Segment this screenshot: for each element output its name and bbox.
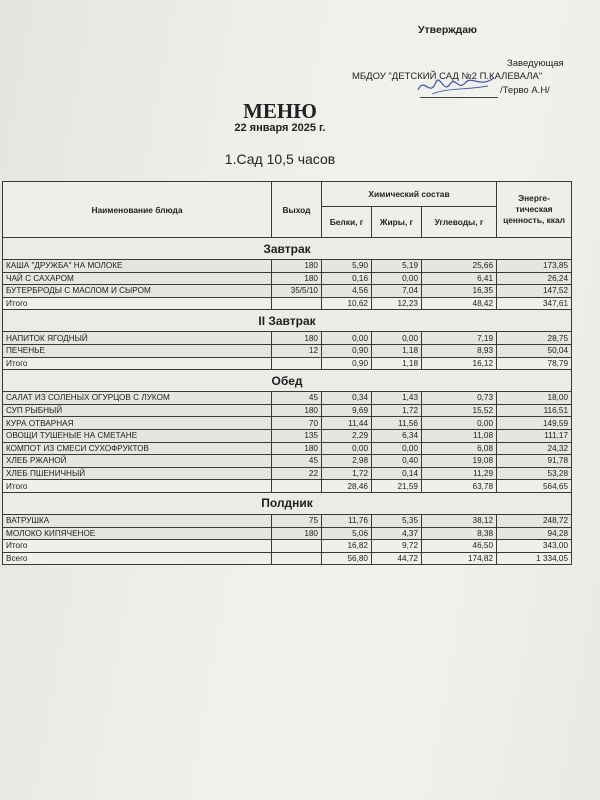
section-title: Завтрак <box>3 238 572 260</box>
header-portion: Выход <box>272 182 322 238</box>
protein-cell: 0,00 <box>322 332 372 345</box>
dish-name: КАША "ДРУЖБА" НА МОЛОКЕ <box>3 260 272 273</box>
protein-cell: 2,98 <box>322 455 372 468</box>
protein-cell: 11,44 <box>322 417 372 430</box>
carb-cell: 0,73 <box>422 392 497 405</box>
carb-cell: 0,00 <box>422 417 497 430</box>
menu-table-body <box>3 238 572 565</box>
energy-cell: 147,52 <box>497 285 572 298</box>
dish-name: ЧАЙ С САХАРОМ <box>3 272 272 285</box>
carb-cell: 16,12 <box>422 357 497 370</box>
portion-cell <box>272 540 322 553</box>
energy-cell: 343,00 <box>497 540 572 553</box>
protein-cell: 0,90 <box>322 357 372 370</box>
grand-total-row <box>3 552 572 565</box>
fat-cell: 44,72 <box>372 552 422 565</box>
protein-cell: 0,16 <box>322 272 372 285</box>
carb-cell: 46,50 <box>422 540 497 553</box>
total-label: Итого <box>3 297 272 310</box>
dish-name: ХЛЕБ ПШЕНИЧНЫЙ <box>3 467 272 480</box>
dish-name: КОМПОТ ИЗ СМЕСИ СУХОФРУКТОВ <box>3 442 272 455</box>
protein-cell: 5,90 <box>322 260 372 273</box>
dish-name: САЛАТ ИЗ СОЛЕНЫХ ОГУРЦОВ С ЛУКОМ <box>3 392 272 405</box>
header-chemical-composition: Химический состав <box>322 182 497 207</box>
section-header-row <box>3 238 572 260</box>
portion-cell: 180 <box>272 442 322 455</box>
approval-role: Заведующая <box>507 58 564 69</box>
section-total-row <box>3 297 572 310</box>
fat-cell: 21,59 <box>372 480 422 493</box>
energy-cell: 28,75 <box>497 332 572 345</box>
approval-name: /Терво А.Н/ <box>500 85 550 96</box>
handwritten-signature <box>410 68 500 103</box>
table-row <box>3 527 572 540</box>
fat-cell: 1,18 <box>372 357 422 370</box>
energy-cell: 91,78 <box>497 455 572 468</box>
protein-cell: 0,00 <box>322 442 372 455</box>
section-total-row <box>3 540 572 553</box>
protein-cell: 0,90 <box>322 344 372 357</box>
fat-cell: 0,40 <box>372 455 422 468</box>
table-row <box>3 429 572 442</box>
dish-name: КУРА ОТВАРНАЯ <box>3 417 272 430</box>
carb-cell: 15,52 <box>422 404 497 417</box>
portion-cell: 75 <box>272 514 322 527</box>
protein-cell: 5,06 <box>322 527 372 540</box>
table-row <box>3 514 572 527</box>
dish-name: ПЕЧЕНЬЕ <box>3 344 272 357</box>
portion-cell: 45 <box>272 455 322 468</box>
carb-cell: 11,08 <box>422 429 497 442</box>
portion-cell: 35/5/10 <box>272 285 322 298</box>
carb-cell: 6,08 <box>422 442 497 455</box>
section-total-row <box>3 357 572 370</box>
fat-cell: 1,18 <box>372 344 422 357</box>
protein-cell: 9,69 <box>322 404 372 417</box>
carb-cell: 6,41 <box>422 272 497 285</box>
header-energy: Энерге-тическая ценность, ккал <box>497 182 572 238</box>
portion-cell <box>272 480 322 493</box>
dish-name: ВАТРУШКА <box>3 514 272 527</box>
menu-group: 1.Сад 10,5 часов <box>224 151 336 167</box>
protein-cell: 28,46 <box>322 480 372 493</box>
menu-date: 22 января 2025 г. <box>234 122 326 134</box>
fat-cell: 12,23 <box>372 297 422 310</box>
energy-cell: 94,28 <box>497 527 572 540</box>
energy-cell: 149,59 <box>497 417 572 430</box>
protein-cell: 10,62 <box>322 297 372 310</box>
protein-cell: 2,29 <box>322 429 372 442</box>
carb-cell: 25,66 <box>422 260 497 273</box>
section-header-row <box>3 492 572 514</box>
portion-cell: 180 <box>272 332 322 345</box>
total-label: Итого <box>3 540 272 553</box>
carb-cell: 8,38 <box>422 527 497 540</box>
carb-cell: 7,19 <box>422 332 497 345</box>
section-title: Обед <box>3 370 572 392</box>
protein-cell: 4,56 <box>322 285 372 298</box>
table-row <box>3 442 572 455</box>
section-title: II Завтрак <box>3 310 572 332</box>
fat-cell: 11,56 <box>372 417 422 430</box>
portion-cell: 22 <box>272 467 322 480</box>
portion-cell: 180 <box>272 272 322 285</box>
protein-cell: 16,82 <box>322 540 372 553</box>
total-label: Итого <box>3 480 272 493</box>
carb-cell: 38,12 <box>422 514 497 527</box>
table-row <box>3 455 572 468</box>
header-dish-name: Наименование блюда <box>3 182 272 238</box>
portion-cell: 180 <box>272 260 322 273</box>
portion-cell: 45 <box>272 392 322 405</box>
energy-cell: 78,79 <box>497 357 572 370</box>
carb-cell: 19,08 <box>422 455 497 468</box>
fat-cell: 6,34 <box>372 429 422 442</box>
energy-cell: 1 334,05 <box>497 552 572 565</box>
dish-name: ХЛЕБ РЖАНОЙ <box>3 455 272 468</box>
dish-name: МОЛОКО КИПЯЧЕНОЕ <box>3 527 272 540</box>
table-row <box>3 467 572 480</box>
header-protein: Белки, г <box>322 207 372 238</box>
energy-cell: 24,32 <box>497 442 572 455</box>
fat-cell: 4,37 <box>372 527 422 540</box>
section-header-row <box>3 310 572 332</box>
carb-cell: 63,78 <box>422 480 497 493</box>
section-title: Полдник <box>3 492 572 514</box>
portion-cell: 70 <box>272 417 322 430</box>
header-carbs: Углеводы, г <box>422 207 497 238</box>
energy-cell: 564,65 <box>497 480 572 493</box>
table-row <box>3 344 572 357</box>
fat-cell: 0,14 <box>372 467 422 480</box>
portion-cell <box>272 297 322 310</box>
table-row <box>3 272 572 285</box>
table-row <box>3 285 572 298</box>
header-fat: Жиры, г <box>372 207 422 238</box>
dish-name: БУТЕРБРОДЫ С МАСЛОМ И СЫРОМ <box>3 285 272 298</box>
portion-cell: 12 <box>272 344 322 357</box>
table-row <box>3 260 572 273</box>
section-header-row <box>3 370 572 392</box>
protein-cell: 11,76 <box>322 514 372 527</box>
fat-cell: 1,72 <box>372 404 422 417</box>
table-row <box>3 404 572 417</box>
energy-cell: 53,28 <box>497 467 572 480</box>
fat-cell: 1,43 <box>372 392 422 405</box>
portion-cell <box>272 552 322 565</box>
carb-cell: 174,82 <box>422 552 497 565</box>
portion-cell: 180 <box>272 404 322 417</box>
energy-cell: 26,24 <box>497 272 572 285</box>
fat-cell: 0,00 <box>372 442 422 455</box>
energy-cell: 50,04 <box>497 344 572 357</box>
energy-cell: 116,51 <box>497 404 572 417</box>
protein-cell: 0,34 <box>322 392 372 405</box>
carb-cell: 11,29 <box>422 467 497 480</box>
table-row <box>3 332 572 345</box>
fat-cell: 9,72 <box>372 540 422 553</box>
fat-cell: 5,35 <box>372 514 422 527</box>
fat-cell: 0,00 <box>372 332 422 345</box>
energy-cell: 18,00 <box>497 392 572 405</box>
section-total-row <box>3 480 572 493</box>
grand-total-label: Всего <box>3 552 272 565</box>
portion-cell <box>272 357 322 370</box>
total-label: Итого <box>3 357 272 370</box>
dish-name: СУП РЫБНЫЙ <box>3 404 272 417</box>
energy-cell: 111,17 <box>497 429 572 442</box>
dish-name: НАПИТОК ЯГОДНЫЙ <box>3 332 272 345</box>
energy-cell: 173,85 <box>497 260 572 273</box>
protein-cell: 1,72 <box>322 467 372 480</box>
protein-cell: 56,80 <box>322 552 372 565</box>
carb-cell: 16,35 <box>422 285 497 298</box>
approval-organization: МБДОУ "ДЕТСКИЙ САД №2 П.КАЛЕВАЛА" <box>352 71 543 82</box>
fat-cell: 0,00 <box>372 272 422 285</box>
carb-cell: 48,42 <box>422 297 497 310</box>
menu-title: МЕНЮ <box>243 99 317 123</box>
table-row <box>3 392 572 405</box>
fat-cell: 7,04 <box>372 285 422 298</box>
energy-cell: 248,72 <box>497 514 572 527</box>
portion-cell: 135 <box>272 429 322 442</box>
fat-cell: 5,19 <box>372 260 422 273</box>
dish-name: ОВОЩИ ТУШЕНЫЕ НА СМЕТАНЕ <box>3 429 272 442</box>
portion-cell: 180 <box>272 527 322 540</box>
carb-cell: 8,93 <box>422 344 497 357</box>
menu-table <box>2 181 572 565</box>
energy-cell: 347,61 <box>497 297 572 310</box>
approval-title: Утверждаю <box>418 24 478 36</box>
table-row <box>3 417 572 430</box>
